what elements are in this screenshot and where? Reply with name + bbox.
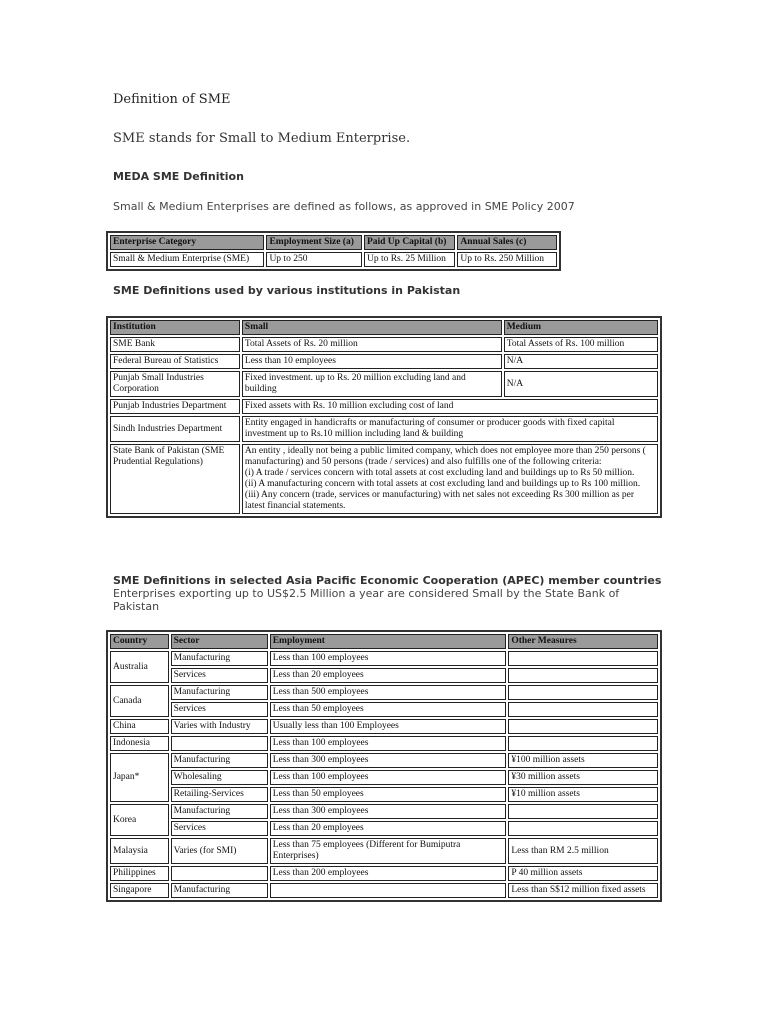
table-cell: Less than 300 employees bbox=[270, 804, 507, 819]
table-cell: Manufacturing bbox=[171, 804, 268, 819]
country-cell: Canada bbox=[110, 685, 169, 717]
table-cell: Less than 50 employees bbox=[270, 702, 507, 717]
table-cell: Federal Bureau of Statistics bbox=[110, 354, 240, 369]
table-cell bbox=[508, 668, 658, 683]
table-cell: Less than 200 employees bbox=[270, 866, 507, 881]
table-cell bbox=[508, 651, 658, 666]
table-cell: Entity engaged in handicrafts or manufacturing of consumer or producer goods with fixed capital investment up to Rs.10 million including land & building bbox=[242, 416, 658, 442]
table-row bbox=[110, 866, 658, 881]
table-header-row bbox=[110, 634, 658, 649]
header-cell: Medium bbox=[504, 320, 658, 335]
table-cell: Manufacturing bbox=[171, 883, 268, 898]
table-cell: Fixed assets with Rs. 10 million excluding cost of land bbox=[242, 399, 658, 414]
header-cell: Sector bbox=[171, 634, 268, 649]
table-cell: Wholesaling bbox=[171, 770, 268, 785]
table-cell bbox=[508, 719, 658, 734]
table-cell: Manufacturing bbox=[171, 753, 268, 768]
table-cell bbox=[508, 804, 658, 819]
table-row bbox=[110, 804, 658, 819]
country-cell: Australia bbox=[110, 651, 169, 683]
sbp-criteria-line: An entity , ideally not being a public limited company, which does not employee more than 250 persons ( manufacturing) and 50 persons (trade / services) and also fulfills one of the following criteria: bbox=[244, 446, 646, 467]
table-cell: Less than 500 employees bbox=[270, 685, 507, 700]
table-cell: Less than S$12 million fixed assets bbox=[508, 883, 658, 898]
page-subtitle: SME stands for Small to Medium Enterprise. bbox=[113, 131, 411, 146]
table-cell: State Bank of Pakistan (SME Prudential Regulations) bbox=[110, 444, 240, 514]
page-title: Definition of SME bbox=[113, 92, 231, 107]
table-cell: ¥100 million assets bbox=[508, 753, 658, 768]
table-row bbox=[110, 838, 658, 864]
header-cell: Other Measures bbox=[508, 634, 658, 649]
table-cell: Less than 100 employees bbox=[270, 736, 507, 751]
table-row bbox=[110, 753, 658, 768]
table-header-row bbox=[110, 235, 557, 250]
table-cell: Total Assets of Rs. 20 million bbox=[242, 337, 502, 352]
table-cell: Less than 100 employees bbox=[270, 651, 507, 666]
table-row bbox=[110, 416, 658, 442]
header-cell: Enterprise Category bbox=[110, 235, 264, 250]
table-cell bbox=[508, 702, 658, 717]
table-row bbox=[110, 702, 658, 717]
table-row bbox=[110, 685, 658, 700]
table-row bbox=[110, 651, 658, 666]
header-cell: Employment bbox=[270, 634, 507, 649]
table-header-row bbox=[110, 320, 658, 335]
table-cell: Varies (for SMI) bbox=[171, 838, 268, 864]
table-row bbox=[110, 444, 658, 514]
table-cell: Services bbox=[171, 702, 268, 717]
table-cell: N/A bbox=[504, 354, 658, 369]
sbp-criteria-line: (ii) A manufacturing concern with total assets at cost excluding land and buildings up to Rs 100 million. bbox=[244, 479, 641, 489]
table-row bbox=[110, 668, 658, 683]
table-cell: Up to 250 bbox=[266, 252, 362, 267]
table-cell bbox=[270, 883, 507, 898]
table-row bbox=[110, 883, 658, 898]
table-cell: Small & Medium Enterprise (SME) bbox=[110, 252, 264, 267]
pakistan-heading: SME Definitions used by various institutions in Pakistan bbox=[113, 284, 461, 297]
table-cell: Total Assets of Rs. 100 million bbox=[504, 337, 658, 352]
country-cell: Singapore bbox=[110, 883, 169, 898]
header-cell: Annual Sales (c) bbox=[457, 235, 557, 250]
header-cell: Employment Size (a) bbox=[266, 235, 362, 250]
table-row bbox=[110, 371, 658, 397]
table-cell bbox=[171, 866, 268, 881]
table-row bbox=[110, 719, 658, 734]
country-cell: Indonesia bbox=[110, 736, 169, 751]
table-cell: N/A bbox=[504, 371, 658, 397]
table-cell: Less than 20 employees bbox=[270, 821, 507, 836]
meda-intro: Small & Medium Enterprises are defined as follows, as approved in SME Policy 2007 bbox=[113, 200, 575, 213]
country-cell: Malaysia bbox=[110, 838, 169, 864]
table-cell: Less than 300 employees bbox=[270, 753, 507, 768]
header-cell: Institution bbox=[110, 320, 240, 335]
table-cell: Usually less than 100 Employees bbox=[270, 719, 507, 734]
table-cell: Sindh Industries Department bbox=[110, 416, 240, 442]
header-cell: Country bbox=[110, 634, 169, 649]
country-cell: Philippines bbox=[110, 866, 169, 881]
table-cell: Less than 75 employees (Different for Bumiputra Enterprises) bbox=[270, 838, 507, 864]
table-row bbox=[110, 787, 658, 802]
header-cell: Paid Up Capital (b) bbox=[364, 235, 455, 250]
table-cell: Fixed investment. up to Rs. 20 million excluding land and building bbox=[242, 371, 502, 397]
table-cell: Punjab Small Industries Corporation bbox=[110, 371, 240, 397]
table-row bbox=[110, 770, 658, 785]
sbp-criteria-cell bbox=[242, 444, 658, 514]
meda-heading: MEDA SME Definition bbox=[113, 170, 244, 183]
table-cell: Punjab Industries Department bbox=[110, 399, 240, 414]
table-cell: Varies with Industry bbox=[171, 719, 268, 734]
table-cell bbox=[508, 685, 658, 700]
table-cell: Less than 10 employees bbox=[242, 354, 502, 369]
country-cell: China bbox=[110, 719, 169, 734]
table-cell bbox=[508, 736, 658, 751]
table-row bbox=[110, 337, 658, 352]
table-cell: SME Bank bbox=[110, 337, 240, 352]
apec-table bbox=[106, 630, 662, 902]
apec-intro: Enterprises exporting up to US$2.5 Million a year are considered Small by the State Bank of Pakistan bbox=[113, 587, 620, 613]
table-cell: Up to Rs. 25 Million bbox=[364, 252, 455, 267]
pakistan-institutions-table bbox=[106, 316, 662, 518]
table-cell: Up to Rs. 250 Million bbox=[457, 252, 557, 267]
table-cell: Manufacturing bbox=[171, 651, 268, 666]
country-cell: Korea bbox=[110, 804, 169, 836]
table-cell: Manufacturing bbox=[171, 685, 268, 700]
sbp-criteria-line: (i) A trade / services concern with total assets at cost excluding land and buildings up to Rs 50 million. bbox=[244, 468, 635, 478]
table-row bbox=[110, 252, 557, 267]
table-cell: Services bbox=[171, 668, 268, 683]
table-cell: Less than 20 employees bbox=[270, 668, 507, 683]
table-cell bbox=[508, 821, 658, 836]
table-cell: P 40 million assets bbox=[508, 866, 658, 881]
table-row bbox=[110, 399, 658, 414]
table-cell: ¥30 million assets bbox=[508, 770, 658, 785]
table-row bbox=[110, 736, 658, 751]
table-cell: Services bbox=[171, 821, 268, 836]
sbp-criteria-line: (iii) Any concern (trade, services or manufacturing) with net sales not exceeding Rs 300 million as per latest financial statements. bbox=[244, 490, 635, 511]
table-cell: Less than RM 2.5 million bbox=[508, 838, 658, 864]
table-cell bbox=[171, 736, 268, 751]
table-cell: Retailing-Services bbox=[171, 787, 268, 802]
country-cell: Japan* bbox=[110, 753, 169, 802]
table-cell: Less than 100 employees bbox=[270, 770, 507, 785]
table-cell: Less than 50 employees bbox=[270, 787, 507, 802]
table-row bbox=[110, 821, 658, 836]
apec-heading: SME Definitions in selected Asia Pacific Economic Cooperation (APEC) member countries bbox=[113, 574, 662, 587]
header-cell: Small bbox=[242, 320, 502, 335]
table-row bbox=[110, 354, 658, 369]
meda-table bbox=[106, 231, 561, 271]
table-cell: ¥10 million assets bbox=[508, 787, 658, 802]
